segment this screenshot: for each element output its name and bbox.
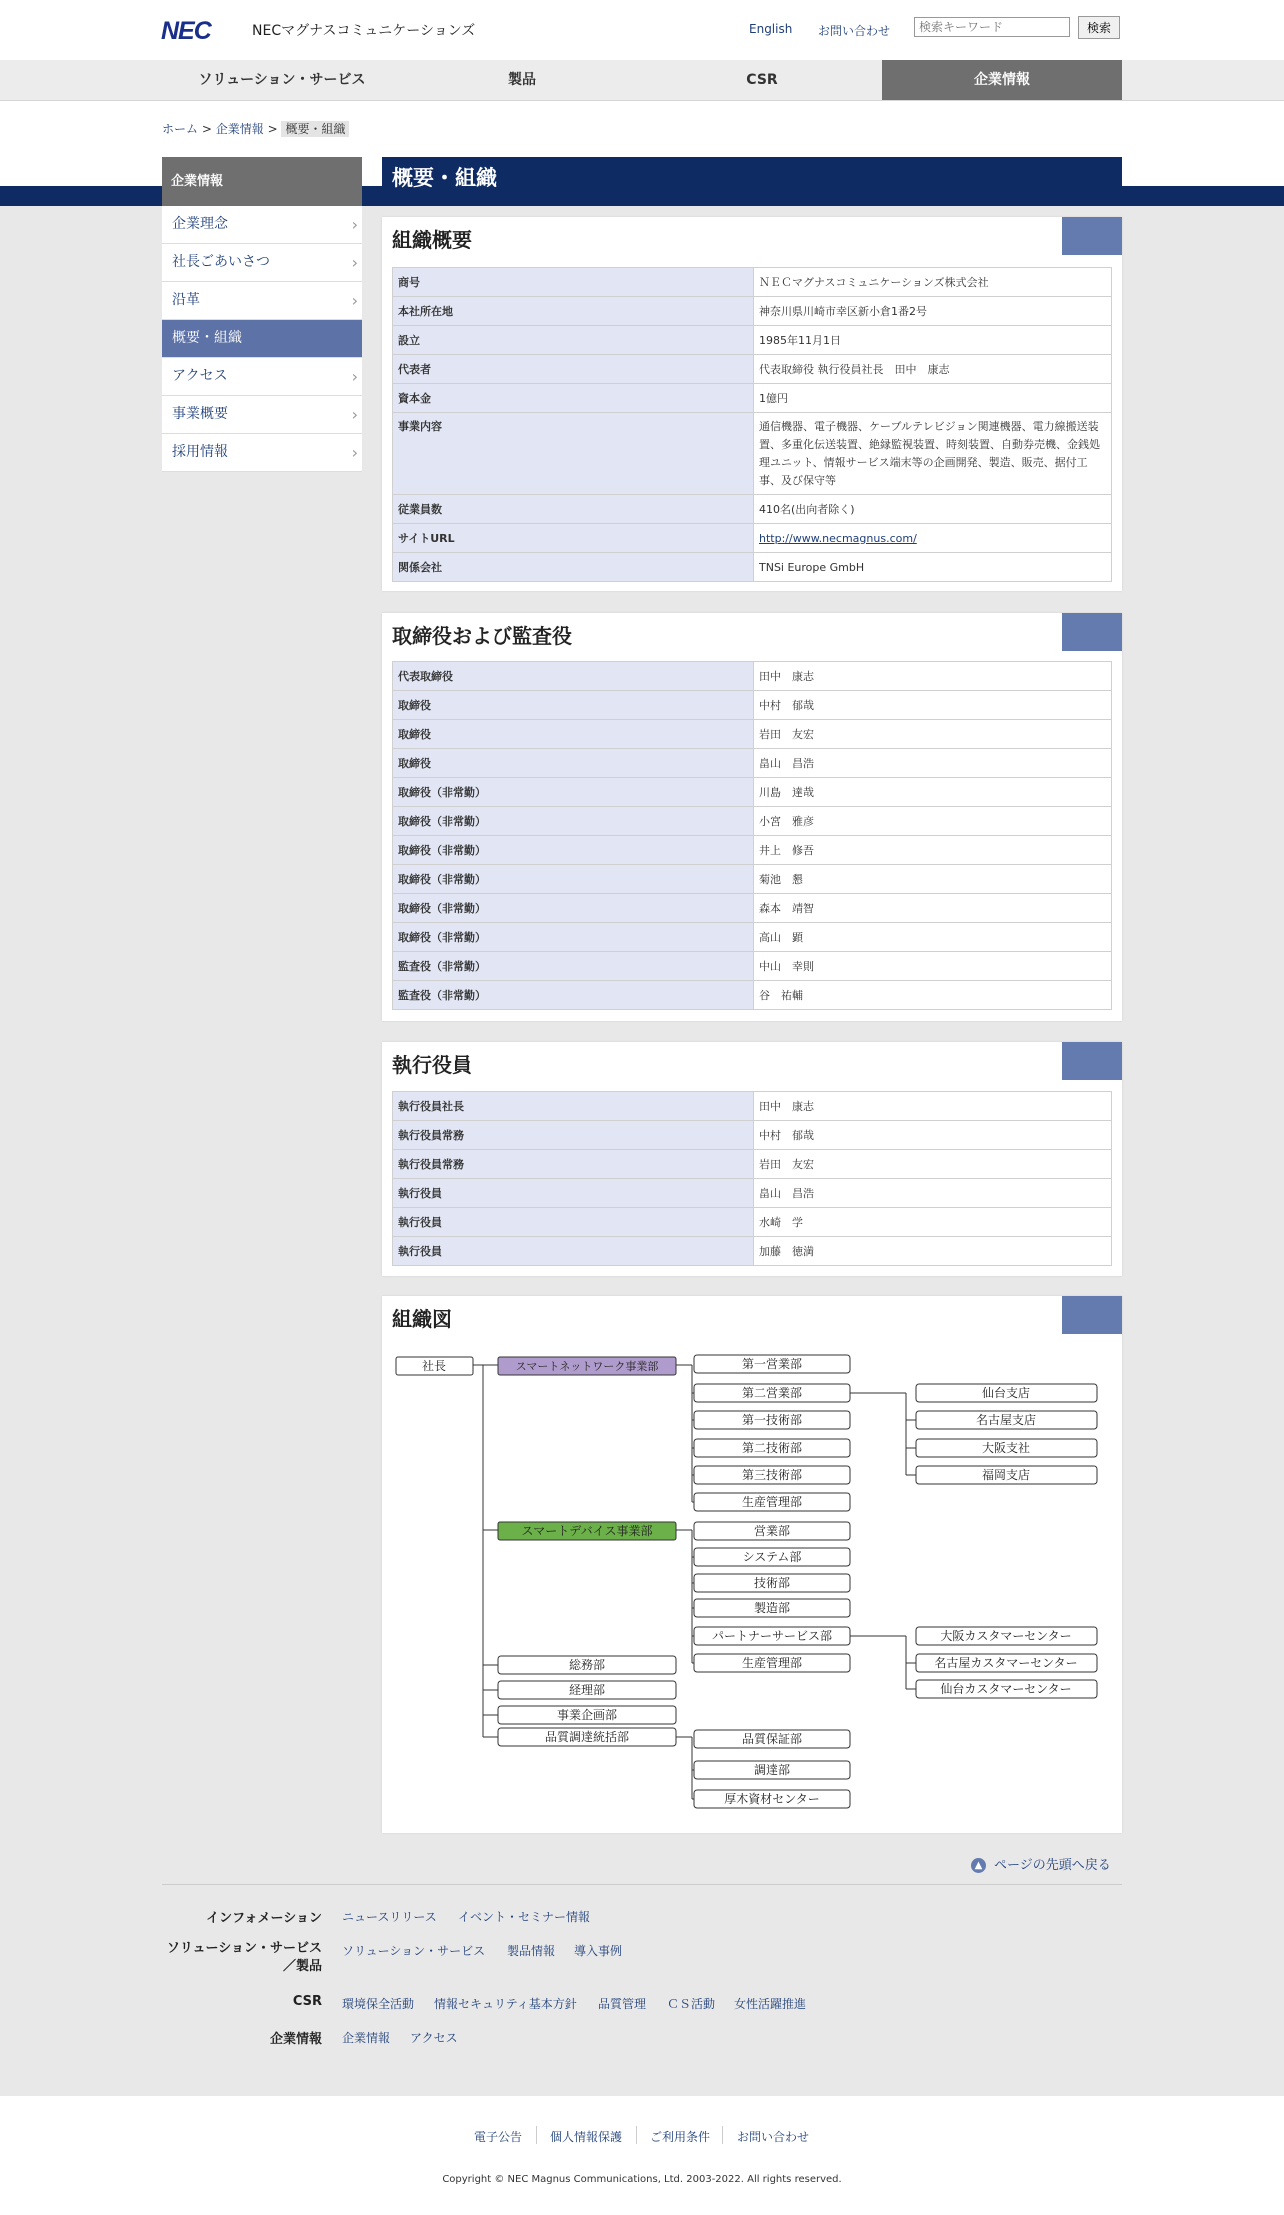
table-row	[393, 326, 1112, 355]
nav-csr[interactable]: CSR	[746, 72, 778, 88]
chevron-right-icon: ›	[351, 253, 358, 272]
row-value: 中村 郁哉	[754, 691, 1112, 720]
table-row	[393, 778, 1112, 807]
org-dept-label: システム部	[742, 1550, 802, 1564]
search-input[interactable]	[914, 17, 1070, 37]
row-label: 取締役（非常勤）	[393, 836, 754, 865]
row-value: 小宮 雅彦	[754, 807, 1112, 836]
sidebar-item-label: 採用情報	[172, 444, 228, 460]
row-value: 川島 達哉	[754, 778, 1112, 807]
org-branch-label: 仙台支店	[981, 1386, 1031, 1400]
site-url-link[interactable]: http://www.necmagnus.com/	[759, 531, 917, 545]
row-value: 森本 靖智	[754, 894, 1112, 923]
row-label: 執行役員	[393, 1237, 754, 1266]
section-title: 組織概要	[392, 228, 472, 252]
table-row	[393, 894, 1112, 923]
company-name[interactable]: NECマグナスコミュニケーションズ	[252, 23, 476, 39]
table-row	[393, 1237, 1112, 1266]
sidebar-item-label: 概要・組織	[172, 330, 242, 346]
row-label: 資本金	[393, 384, 754, 413]
back-to-top-label: ページの先頭へ戻る	[994, 1858, 1111, 1873]
table-row	[393, 524, 1112, 553]
row-value: 410名(出向者除く)	[754, 495, 1112, 524]
copyright: Copyright © NEC Magnus Communications, Ltd. 2003-2022. All rights reserved.	[442, 2174, 842, 2185]
row-label: 監査役（非常勤）	[393, 981, 754, 1010]
table-row	[393, 1092, 1112, 1121]
sidebar-heading: 企業情報	[162, 157, 362, 206]
table-row	[393, 297, 1112, 326]
chevron-right-icon: ›	[351, 443, 358, 462]
row-label: 執行役員常務	[393, 1121, 754, 1150]
arrow-up-icon: ▲	[971, 1858, 986, 1873]
org-staff-label: 経理部	[568, 1683, 606, 1697]
nec-logo[interactable]: NEC	[161, 17, 211, 45]
table-row	[393, 836, 1112, 865]
org-dept-label: パートナーサービス部	[711, 1629, 833, 1643]
footer-bottom-link[interactable]: お問い合わせ	[737, 2130, 810, 2144]
breadcrumb-separator: >	[201, 122, 212, 136]
org-dept-label: 生産管理部	[741, 1495, 803, 1509]
section-tab	[1062, 613, 1122, 651]
row-label: 執行役員	[393, 1208, 754, 1237]
row-value: 井上 修吾	[754, 836, 1112, 865]
row-label: 取締役（非常勤）	[393, 807, 754, 836]
row-label: 商号	[393, 268, 754, 297]
breadcrumb-current: 概要・組織	[281, 121, 349, 137]
row-value: 畠山 昌浩	[754, 749, 1112, 778]
site-footer	[0, 2096, 1284, 2215]
org-dept-label: 第二営業部	[741, 1386, 803, 1400]
breadcrumb-corporate[interactable]: 企業情報	[215, 122, 264, 136]
sidebar-item-message[interactable]	[162, 244, 362, 282]
row-label: 代表者	[393, 355, 754, 384]
back-to-top-link[interactable]	[971, 1854, 1111, 1873]
row-label: 取締役（非常勤）	[393, 865, 754, 894]
row-value: TNSi Europe GmbH	[754, 553, 1112, 582]
org-center-label: 大阪カスタマーセンター	[940, 1629, 1072, 1643]
row-label: 事業内容	[393, 413, 754, 495]
row-label: 取締役	[393, 691, 754, 720]
row-value: 谷 祐輔	[754, 981, 1112, 1010]
table-row	[393, 495, 1112, 524]
row-label: 取締役（非常勤）	[393, 778, 754, 807]
footer-heading-info: インフォメーション	[206, 1911, 322, 1926]
table-row	[393, 923, 1112, 952]
row-value: 中村 郁哉	[754, 1121, 1112, 1150]
org-center-label: 名古屋カスタマーセンター	[934, 1656, 1078, 1670]
section-title: 取締役および監査役	[392, 624, 572, 648]
divider	[162, 1884, 1122, 1885]
footer-bottom-link[interactable]: 電子公告	[474, 2130, 523, 2144]
section-title: 組織図	[392, 1307, 452, 1331]
org-dept-label: 営業部	[753, 1524, 791, 1538]
section-tab	[1062, 217, 1122, 255]
sidebar-item-label: 社長ごあいさつ	[172, 254, 270, 270]
row-label: 取締役（非常勤）	[393, 894, 754, 923]
org-dept-label: 第一技術部	[741, 1413, 803, 1427]
search-button[interactable]: 検索	[1078, 16, 1120, 39]
row-value: 岩田 友宏	[754, 720, 1112, 749]
row-value: 代表取締役 執行役員社長 田中 康志	[754, 355, 1112, 384]
sidebar-item-access[interactable]	[162, 358, 362, 396]
officers-panel	[382, 1042, 1122, 1276]
section-tab	[1062, 1042, 1122, 1080]
sidebar-item-label: 企業理念	[172, 216, 228, 232]
row-label: 本社所在地	[393, 297, 754, 326]
nav-products[interactable]: 製品	[508, 72, 536, 88]
footer-link[interactable]: 品質管理	[598, 1997, 647, 2011]
footer-link[interactable]: 環境保全活動	[342, 1997, 415, 2011]
org-division2-label: スマートデバイス事業部	[521, 1524, 653, 1538]
row-label: 執行役員社長	[393, 1092, 754, 1121]
table-row	[393, 662, 1112, 691]
breadcrumb	[162, 120, 349, 137]
overview-table	[392, 267, 1112, 582]
row-label: サイトURL	[393, 524, 754, 553]
nav-solutions[interactable]: ソリューション・サービス	[198, 72, 366, 88]
table-row	[393, 865, 1112, 894]
org-dept-label: 第二技術部	[741, 1441, 803, 1455]
table-row	[393, 355, 1112, 384]
org-staff-label: 事業企画部	[556, 1708, 618, 1722]
table-row	[393, 1150, 1112, 1179]
officers-table	[392, 1091, 1112, 1266]
chevron-right-icon: ›	[351, 215, 358, 234]
row-label: 取締役	[393, 749, 754, 778]
row-label: 従業員数	[393, 495, 754, 524]
table-row	[393, 691, 1112, 720]
directors-table	[392, 661, 1112, 1010]
chevron-right-icon: ›	[351, 405, 358, 424]
row-value: 田中 康志	[754, 1092, 1112, 1121]
page-title: 概要・組織	[382, 157, 1122, 206]
chevron-right-icon: ›	[351, 291, 358, 310]
nav-corporate[interactable]: 企業情報	[882, 60, 1122, 100]
footer-separator	[722, 2126, 723, 2144]
footer-link[interactable]: 導入事例	[574, 1944, 623, 1958]
org-dept-label: 第一営業部	[741, 1357, 803, 1371]
table-row	[393, 807, 1112, 836]
table-row	[393, 952, 1112, 981]
row-value: 加藤 徳満	[754, 1237, 1112, 1266]
org-dept-label: 品質保証部	[741, 1732, 803, 1746]
footer-heading-solutions: ソリューション・サービス／製品	[166, 1941, 322, 1974]
org-branch-label: 名古屋支店	[975, 1413, 1037, 1427]
footer-bottom-link[interactable]: 個人情報保護	[550, 2130, 623, 2144]
row-label: 関係会社	[393, 553, 754, 582]
row-label: 設立	[393, 326, 754, 355]
directors-panel	[382, 613, 1122, 1021]
footer-link[interactable]: ＣＳ活動	[667, 1997, 716, 2011]
sidebar-item-overview[interactable]	[162, 320, 362, 358]
row-label: 取締役	[393, 720, 754, 749]
row-value: 田中 康志	[754, 662, 1112, 691]
row-value: 中山 幸則	[754, 952, 1112, 981]
sidebar-item-business[interactable]	[162, 396, 362, 434]
org-chart	[382, 1296, 1122, 1833]
row-label: 代表取締役	[393, 662, 754, 691]
footer-separator	[636, 2126, 637, 2144]
table-row	[393, 981, 1112, 1010]
table-row	[393, 1179, 1112, 1208]
org-branch-label: 大阪支社	[981, 1441, 1031, 1455]
table-row	[393, 749, 1112, 778]
footer-separator	[536, 2126, 537, 2144]
footer-link[interactable]: アクセス	[410, 2031, 458, 2045]
table-row	[393, 1121, 1112, 1150]
table-row	[393, 553, 1112, 582]
footer-bottom-link[interactable]: ご利用条件	[650, 2130, 711, 2144]
row-value: 菊池 懇	[754, 865, 1112, 894]
row-label: 監査役（非常勤）	[393, 952, 754, 981]
footer-link[interactable]: 企業情報	[342, 2031, 391, 2045]
section-title: 執行役員	[392, 1053, 472, 1077]
sidebar-item-label: アクセス	[172, 368, 228, 384]
org-president-label: 社長	[421, 1359, 447, 1373]
table-row	[393, 384, 1112, 413]
contact-link[interactable]: お問い合わせ	[818, 24, 891, 38]
org-center-label: 仙台カスタマーセンター	[940, 1682, 1072, 1696]
footer-link[interactable]: 情報セキュリティ基本方針	[434, 1997, 577, 2011]
footer-link[interactable]: 女性活躍推進	[734, 1997, 807, 2011]
row-value: 高山 顕	[754, 923, 1112, 952]
sidebar-item-history[interactable]	[162, 282, 362, 320]
row-label: 執行役員	[393, 1179, 754, 1208]
table-row	[393, 413, 1112, 495]
footer-link[interactable]: ソリューション・サービス	[342, 1944, 486, 1958]
table-row	[393, 268, 1112, 297]
table-row	[393, 1208, 1112, 1237]
row-value: 1億円	[754, 384, 1112, 413]
overview-panel	[382, 217, 1122, 591]
sidebar-item-label: 事業概要	[172, 406, 228, 422]
org-dept-label: 技術部	[753, 1576, 791, 1590]
row-value: 神奈川県川崎市幸区新小倉1番2号	[754, 297, 1112, 326]
row-label: 取締役（非常勤）	[393, 923, 754, 952]
org-staff-label: 品質調達統括部	[544, 1730, 630, 1744]
row-value: 畠山 昌浩	[754, 1179, 1112, 1208]
org-dept-label: 第三技術部	[741, 1468, 803, 1482]
chevron-right-icon: ›	[351, 367, 358, 386]
org-branch-label: 福岡支店	[981, 1468, 1031, 1482]
org-dept-label: 厚木資材センター	[724, 1792, 820, 1806]
row-value: 岩田 友宏	[754, 1150, 1112, 1179]
row-value: 水崎 学	[754, 1208, 1112, 1237]
sidebar-item-recruit[interactable]	[162, 434, 362, 472]
footer-link[interactable]: イベント・セミナー情報	[458, 1910, 591, 1924]
table-row	[393, 720, 1112, 749]
footer-link[interactable]: ニュースリリース	[342, 1910, 437, 1924]
row-label: 執行役員常務	[393, 1150, 754, 1179]
english-link[interactable]: English	[749, 22, 793, 36]
footer-heading-csr: CSR	[292, 1994, 322, 2009]
sidebar-item-label: 沿革	[172, 292, 200, 308]
breadcrumb-home[interactable]: ホーム	[162, 122, 199, 136]
sidebar-item-philosophy[interactable]	[162, 206, 362, 244]
row-value: 通信機器、電子機器、ケーブルテレビジョン関連機器、電力線搬送装置、多重化伝送装置、絶縁監視装置、時刻装置、自動券売機、金銭処理ユニット、情報サービス端末等の企画開発、製造、販売、据付工事、及び保守等	[754, 413, 1112, 495]
org-dept-label: 生産管理部	[741, 1656, 803, 1670]
org-dept-label: 調達部	[753, 1763, 791, 1777]
row-value: ＮＥＣマグナスコミュニケーションズ株式会社	[754, 268, 1112, 297]
row-value: 1985年11月1日	[754, 326, 1112, 355]
org-staff-label: 総務部	[568, 1658, 606, 1672]
sidebar	[162, 206, 362, 472]
breadcrumb-separator: >	[267, 122, 278, 136]
org-dept-label: 製造部	[753, 1601, 791, 1615]
footer-heading-corporate: 企業情報	[269, 2032, 322, 2047]
footer-link[interactable]: 製品情報	[507, 1944, 556, 1958]
org-division1-label: スマートネットワーク事業部	[515, 1360, 659, 1373]
